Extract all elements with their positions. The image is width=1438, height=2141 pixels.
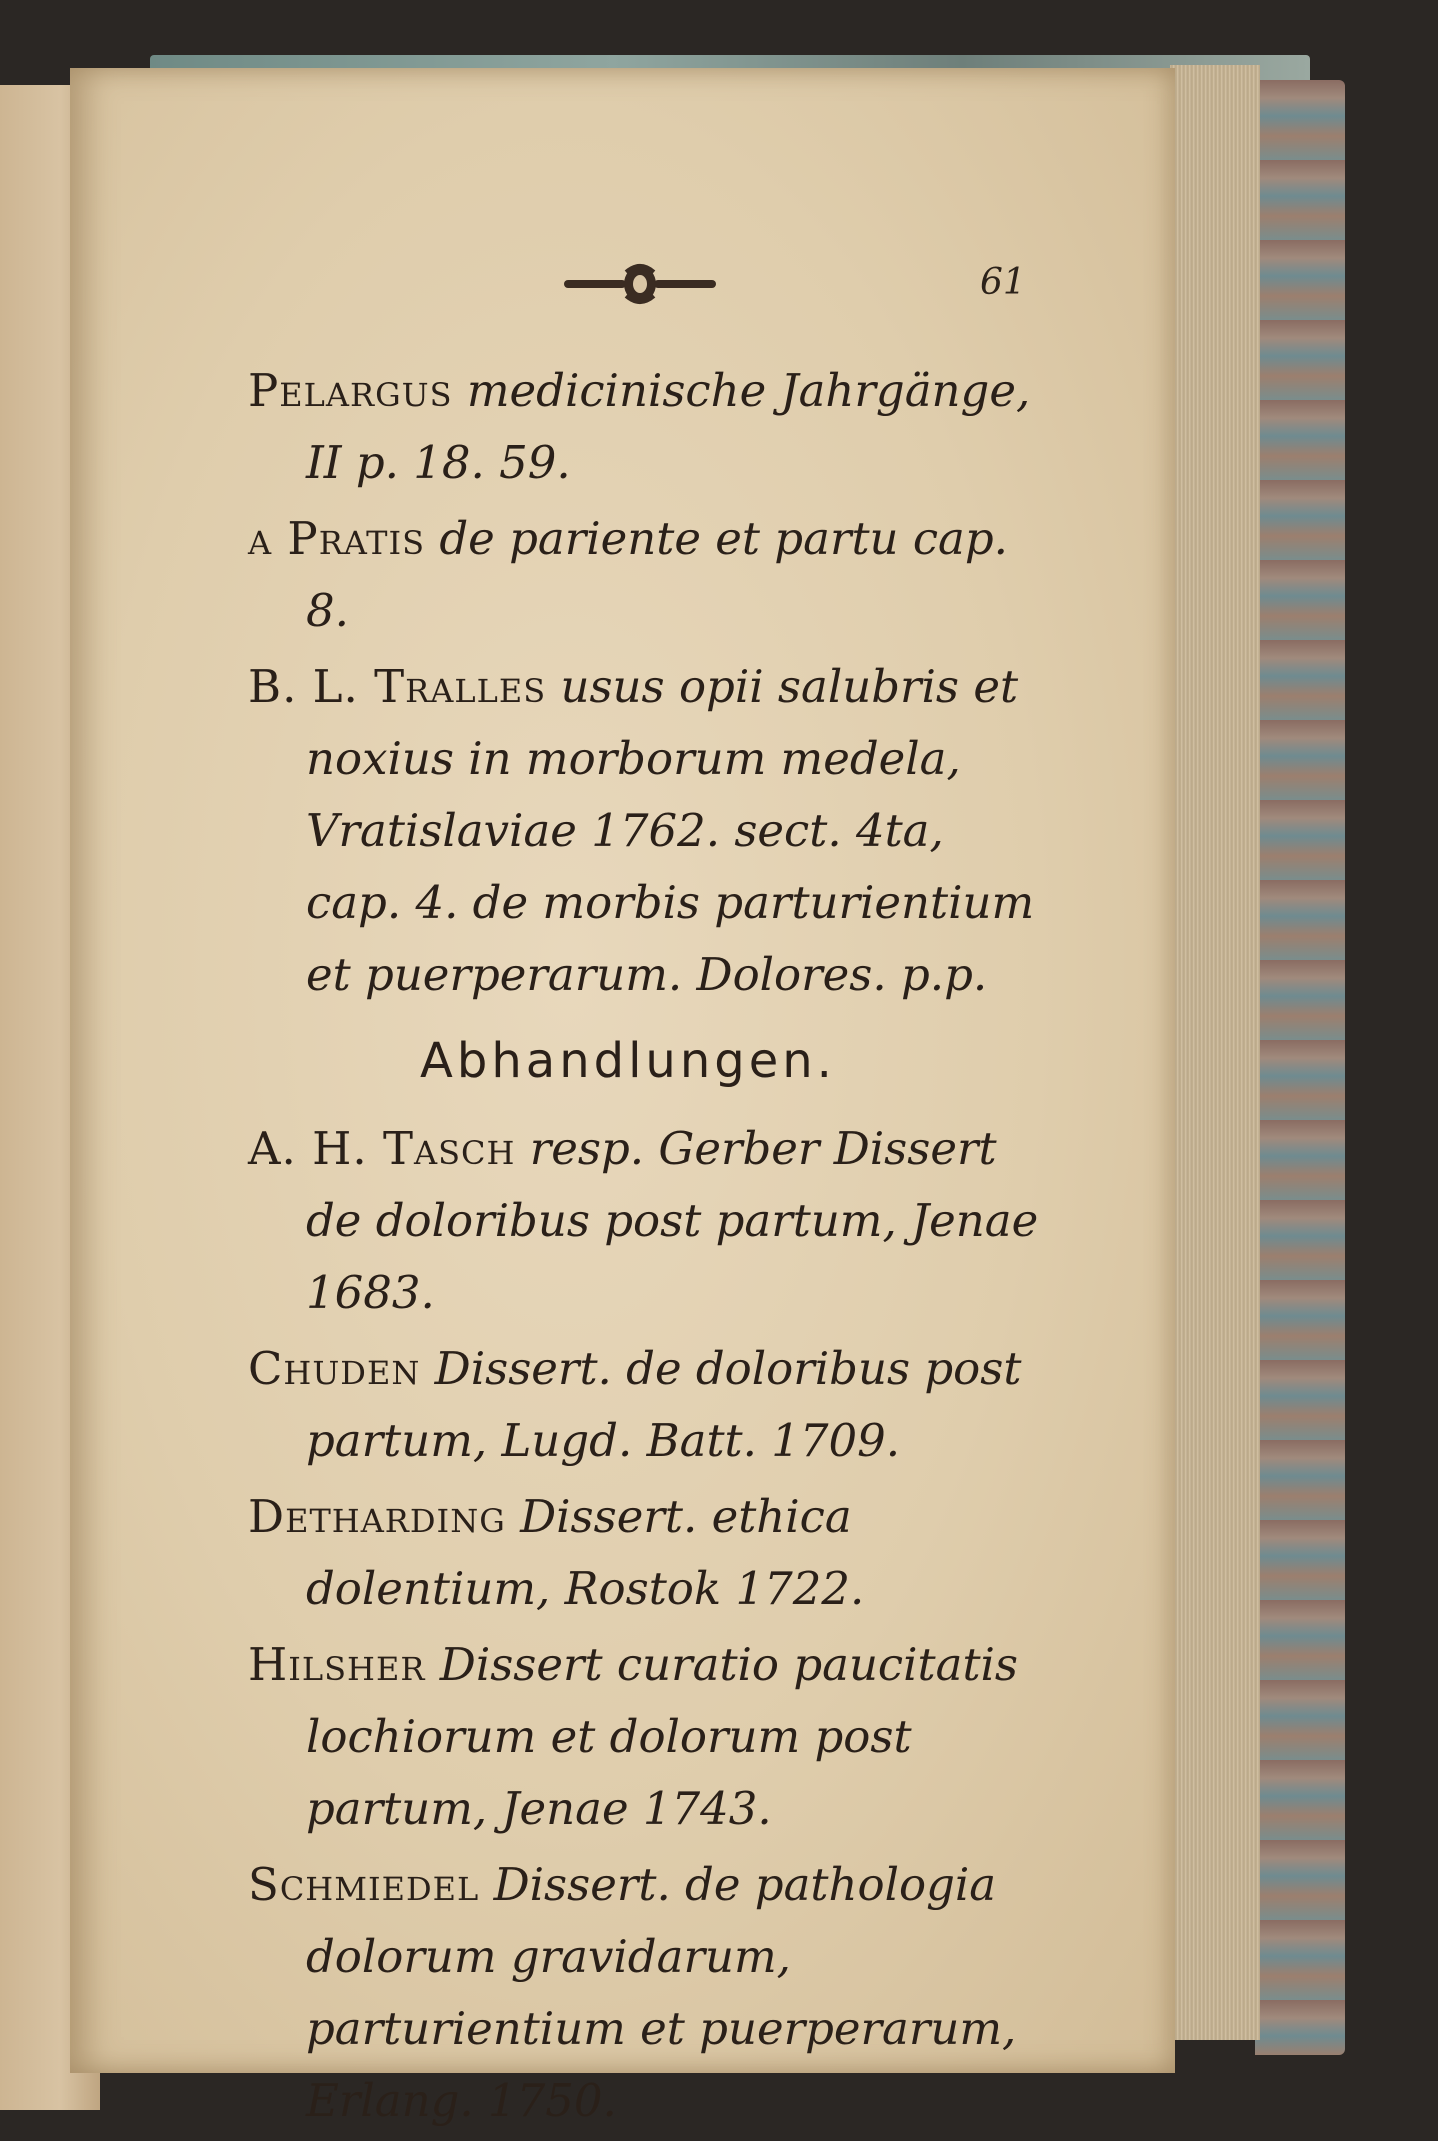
entry-text: usus opii salubris et noxius in morborum medela, Vratislaviae 1762. sect. 4ta, cap. 4. de morbis parturientium et puerperarum. Dolores. p.p. (306, 660, 1035, 1001)
section-heading: Abhandlungen. (420, 1033, 836, 1089)
entries-before-heading (248, 355, 1048, 1011)
page-edges (1170, 65, 1260, 2040)
page-number: 61 (980, 262, 1026, 303)
entry-author: Hilsher (248, 1638, 426, 1691)
bibliography-entry (248, 355, 1048, 499)
entries-after-heading (248, 1113, 1048, 2137)
entry-text: Dissert. ethica dolentium, Rostok 1722. (306, 1490, 865, 1615)
entry-text: Dissert. de pathologia dolorum gravidarum, parturientium et puerperarum, Erlang. 1750. (306, 1858, 1017, 2127)
bibliography-entry (248, 1849, 1048, 2137)
entry-text: de pariente et partu cap. 8. (306, 512, 1008, 637)
bibliography-entry (248, 1113, 1048, 1329)
entry-text: Dissert curatio paucitatis lochiorum et dolorum post partum, Jenae 1743. (306, 1638, 1019, 1835)
bibliography-list (248, 355, 1048, 2141)
entry-author: Schmiedel (248, 1858, 480, 1911)
bibliography-entry (248, 651, 1048, 1011)
entry-author: a Pratis (248, 512, 426, 565)
entry-text: medicinische Jahrgänge, II p. 18. 59. (306, 364, 1031, 489)
bibliography-entry (248, 1481, 1048, 1625)
book-cover-spine (1255, 80, 1345, 2055)
entry-author: B. L. Tralles (248, 660, 547, 713)
bibliography-entry (248, 1333, 1048, 1477)
entry-author: Chuden (248, 1342, 421, 1395)
entry-author: Pelargus (248, 364, 453, 417)
entry-text: Dissert. de doloribus post partum, Lugd. Batt. 1709. (306, 1342, 1022, 1467)
entry-author: Detharding (248, 1490, 506, 1543)
entry-text: resp. Gerber Dissert de doloribus post partum, Jenae 1683. (306, 1122, 1039, 1319)
fleuron-ornament-icon (560, 262, 720, 306)
bibliography-entry (248, 1629, 1048, 1845)
entry-author: A. H. Tasch (248, 1122, 516, 1175)
bibliography-entry (248, 503, 1048, 647)
